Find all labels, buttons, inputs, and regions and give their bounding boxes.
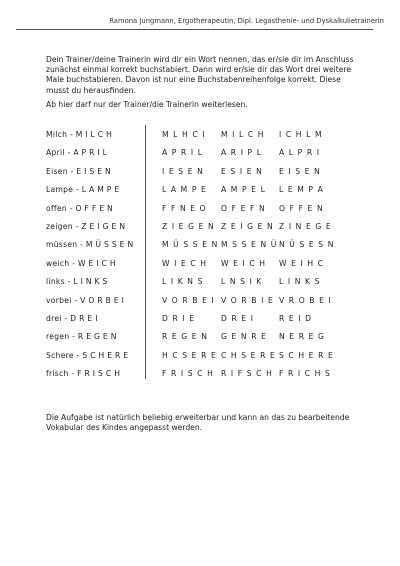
variant-cell: F R I S C H: [162, 369, 214, 379]
variant-cell: F R I C H S: [279, 369, 331, 379]
word-cell: Eisen - E I S E N: [46, 166, 112, 176]
variant-cell: E S I E N: [221, 166, 263, 176]
variant-cell: I E S E N: [162, 166, 204, 176]
word-cell: regen - R E G E N: [46, 332, 117, 342]
variant-cell: H C S E R E: [162, 350, 217, 360]
word-cell: frisch - F R I S C H: [46, 369, 121, 379]
variant-cell: Z I N E G E: [279, 221, 332, 231]
word-cell: offen - O F F E N: [46, 203, 113, 213]
variant-cell: M Ü S S E N: [162, 240, 219, 250]
variant-cell: L I K N S: [162, 277, 204, 287]
variant-cell: L N S I K: [221, 277, 263, 287]
word-cell: zeigen - Z E I G E N: [46, 221, 126, 231]
variant-cell: W I E C H: [162, 258, 208, 268]
variant-cell: A P R I L: [162, 148, 204, 158]
variant-cell: R E G E N: [162, 332, 208, 342]
variant-cell: R E I D: [279, 313, 313, 323]
variant-cell: V O R B E I: [162, 295, 215, 305]
instructions-paragraph: Dein Trainer/deine Trainerin wird dir ein Wort nennen, das er/sie dir im Anschluss zunächst einmal korrekt buchstabiert. Dann wird er/sie dir das Wort drei weitere Male buchstabieren. Davon ist nur eine Buchstabenreihenfolge korrekt. Diese musst du herausfinden.: [46, 54, 354, 95]
word-cell: April - A P R I L: [46, 148, 108, 158]
word-cell: weich - W E I C H: [46, 258, 116, 268]
closing-paragraph: Die Aufgabe ist natürlich beliebig erweiterbar und kann an das zu bearbeitende Vokabular des Kindes angepasst werden.: [46, 412, 350, 432]
variant-cell: D R E I: [221, 313, 255, 323]
variant-cell: G E N R E: [221, 332, 267, 342]
header-divider: [16, 29, 373, 30]
variant-cell: S C H E R E: [279, 350, 334, 360]
variant-cell: E I S E N: [279, 166, 321, 176]
variant-cell: F F N E O: [162, 203, 207, 213]
variant-cell: M L H C I: [162, 130, 206, 139]
variant-cell: V O R B I E: [221, 295, 274, 305]
variant-cell: R I F S C H: [221, 369, 273, 379]
word-cell: Milch - M I L C H: [46, 130, 113, 139]
word-cell: Lampe - L A M P E: [46, 185, 120, 195]
variant-cell: Z I E G E N: [162, 221, 215, 231]
variant-cell: M I L C H: [221, 130, 265, 139]
trainer-note: Ab hier darf nur der Trainer/die Trainerin weiterlesen.: [46, 99, 248, 109]
variant-cell: L I N K S: [279, 277, 321, 287]
variant-cell: A M P E L: [221, 185, 266, 195]
variant-cell: O F F E N: [279, 203, 324, 213]
word-cell: drei - D R E I: [46, 313, 98, 323]
variant-cell: W E I C H: [221, 258, 267, 268]
page-header: Ramona Jungmann, Ergotherapeutin, Dipl. Legasthenie- und Dyskalkulietrainerin: [109, 17, 384, 25]
variant-cell: Z E I G E N: [221, 221, 274, 231]
variant-cell: N E R E G: [279, 332, 325, 342]
variant-cell: M S S E N Ü: [221, 240, 278, 250]
variant-cell: A R I P L: [221, 148, 263, 158]
word-cell: links - L I N K S: [46, 277, 108, 287]
variant-cell: L A M P E: [162, 185, 207, 195]
variant-cell: L E M P A: [279, 185, 324, 195]
variant-cell: C H S E R E: [221, 350, 276, 360]
variant-cell: V R O B E I: [279, 295, 332, 305]
variant-cell: A L P R I: [279, 148, 321, 158]
variant-cell: D R I E: [162, 313, 196, 323]
word-cell: vorbei - V O R B E I: [46, 295, 125, 305]
word-cell: müssen - M Ü S S E N: [46, 240, 134, 250]
variant-cell: W E I H C: [279, 258, 325, 268]
word-cell: Schere - S C H E R E: [46, 350, 129, 360]
variant-cell: I C H L M: [279, 130, 323, 139]
variant-cell: N Ü S E S N: [279, 240, 335, 250]
variant-cell: O F E F N: [221, 203, 266, 213]
column-divider: [145, 125, 146, 379]
